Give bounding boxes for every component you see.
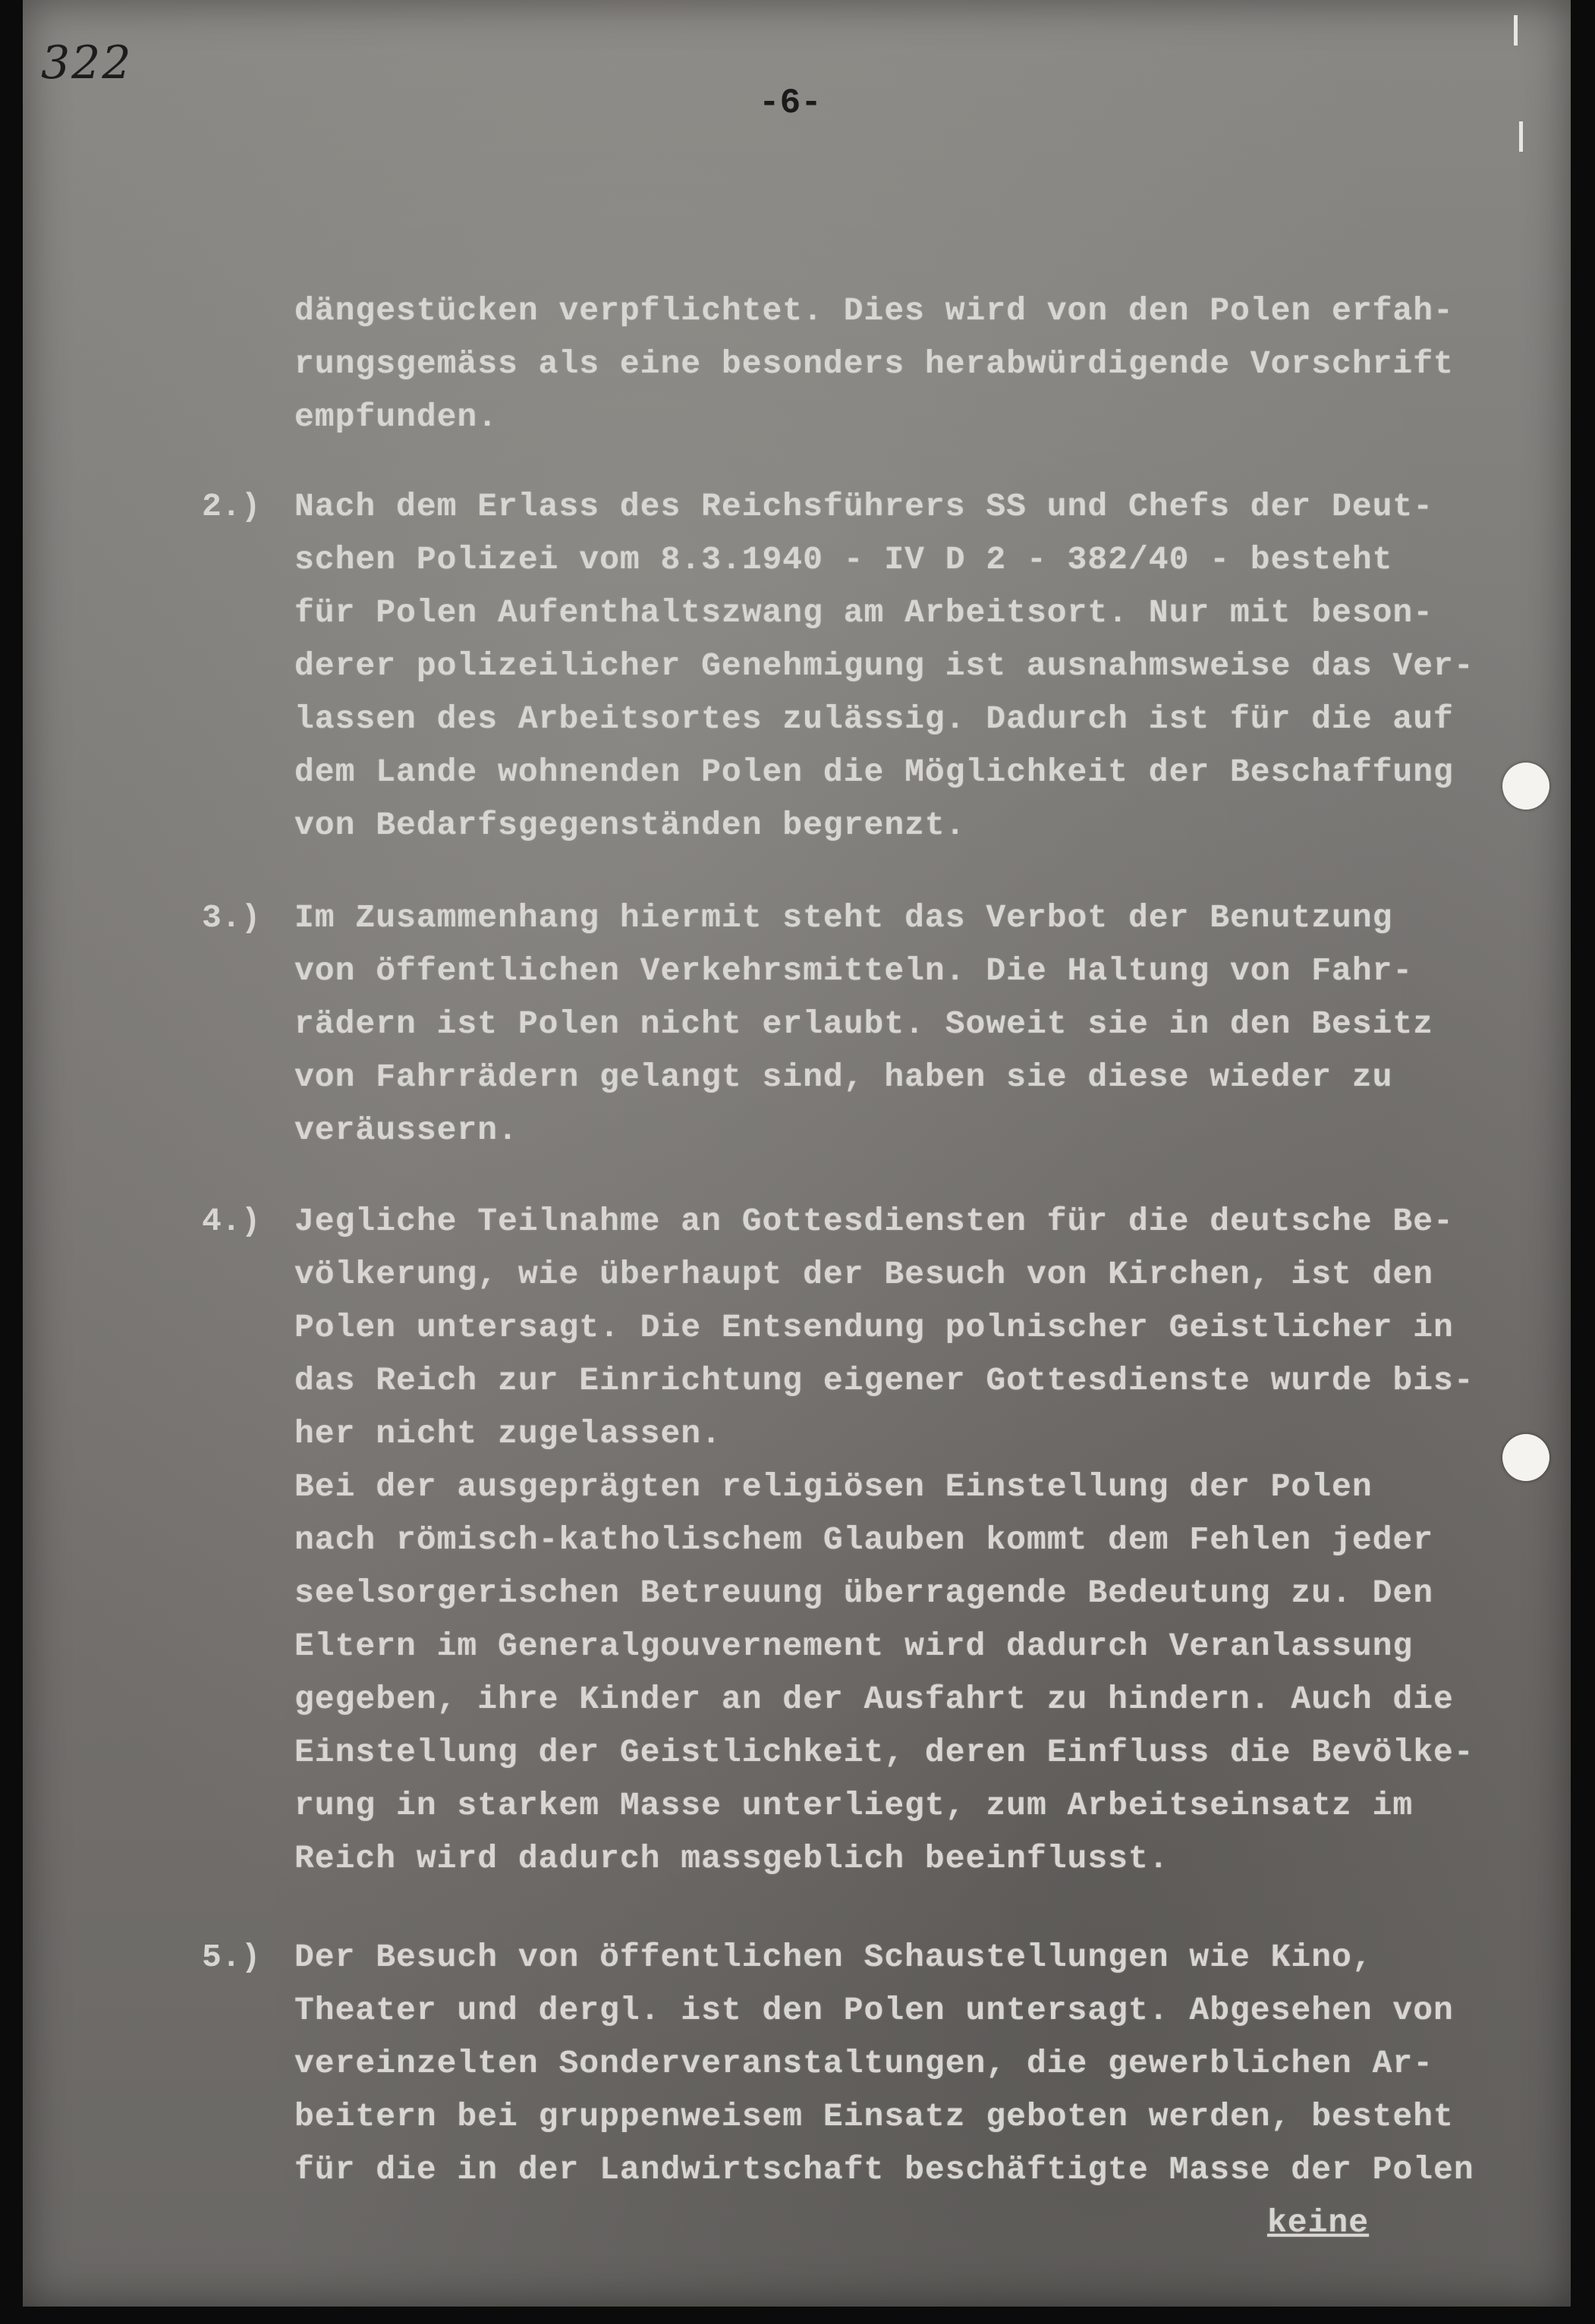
item-number: 3.) (202, 899, 261, 936)
text-line: von Fahrrädern gelangt sind, haben sie diese wieder zu (294, 1058, 1393, 1096)
text-line: veräussern. (294, 1112, 518, 1149)
text-line: dängestücken verpflichtet. Dies wird von den Polen erfah- (294, 292, 1454, 329)
text-line: gegeben, ihre Kinder an der Ausfahrt zu hindern. Auch die (294, 1681, 1454, 1718)
text-line: Jegliche Teilnahme an Gottesdiensten für die deutsche Be- (294, 1203, 1454, 1240)
punch-hole (1502, 763, 1549, 810)
text-line: schen Polizei vom 8.3.1940 - IV D 2 - 382/40 - besteht (294, 541, 1393, 578)
text-line: für Polen Aufenthaltszwang am Arbeitsort. Nur mit beson- (294, 594, 1434, 631)
text-line: von öffentlichen Verkehrsmitteln. Die Haltung von Fahr- (294, 952, 1414, 989)
text-line: Bei der ausgeprägten religiösen Einstellung der Polen (294, 1468, 1373, 1505)
archive-number: 322 (41, 36, 133, 90)
text-line: Reich wird dadurch massgeblich beeinflusst. (294, 1840, 1169, 1877)
catchword: keine (1267, 2204, 1370, 2241)
text-line: Eltern im Generalgouvernement wird dadurch Veranlassung (294, 1627, 1414, 1665)
text-line: nach römisch-katholischem Glauben kommt dem Fehlen jeder (294, 1521, 1434, 1558)
text-line: Der Besuch von öffentlichen Schaustellungen wie Kino, (294, 1939, 1373, 1976)
edge-mark (1519, 121, 1523, 152)
text-line: für die in der Landwirtschaft beschäftigte Masse der Polen (294, 2151, 1474, 2188)
text-line: das Reich zur Einrichtung eigener Gottesdienste wurde bis- (294, 1362, 1474, 1399)
text-line: Nach dem Erlass des Reichsführers SS und Chefs der Deut- (294, 488, 1434, 525)
item-number: 4.) (202, 1203, 261, 1240)
text-line: rungsgemäss als eine besonders herabwürdigende Vorschrift (294, 345, 1454, 382)
text-line: Einstellung der Geistlichkeit, deren Einfluss die Bevölke- (294, 1734, 1474, 1771)
edge-mark (1514, 15, 1518, 46)
text-line: rung in starkem Masse unterliegt, zum Arbeitseinsatz im (294, 1787, 1414, 1824)
text-line: dem Lande wohnenden Polen die Möglichkeit der Beschaffung (294, 753, 1454, 791)
text-line: derer polizeilicher Genehmigung ist ausnahmsweise das Ver- (294, 647, 1474, 684)
text-line: Polen untersagt. Die Entsendung polnischer Geistlicher in (294, 1309, 1454, 1346)
item-number: 2.) (202, 488, 261, 525)
text-line: beitern bei gruppenweisem Einsatz geboten werden, besteht (294, 2098, 1454, 2135)
text-line: von Bedarfsgegenständen begrenzt. (294, 807, 966, 844)
text-line: Theater und dergl. ist den Polen untersagt. Abgesehen von (294, 1992, 1454, 2029)
item-number: 5.) (202, 1939, 261, 1976)
text-line: her nicht zugelassen. (294, 1415, 722, 1452)
page-number: -6- (759, 83, 822, 123)
text-line: Im Zusammenhang hiermit steht das Verbot der Benutzung (294, 899, 1393, 936)
text-line: lassen des Arbeitsortes zulässig. Dadurch ist für die auf (294, 700, 1454, 737)
document-page (23, 0, 1571, 2307)
text-line: völkerung, wie überhaupt der Besuch von Kirchen, ist den (294, 1256, 1434, 1293)
text-line: seelsorgerischen Betreuung überragende Bedeutung zu. Den (294, 1574, 1434, 1612)
text-line: vereinzelten Sonderveranstaltungen, die gewerblichen Ar- (294, 2045, 1434, 2082)
text-line: rädern ist Polen nicht erlaubt. Soweit sie in den Besitz (294, 1005, 1434, 1042)
text-line: empfunden. (294, 398, 499, 436)
punch-hole (1502, 1434, 1549, 1481)
